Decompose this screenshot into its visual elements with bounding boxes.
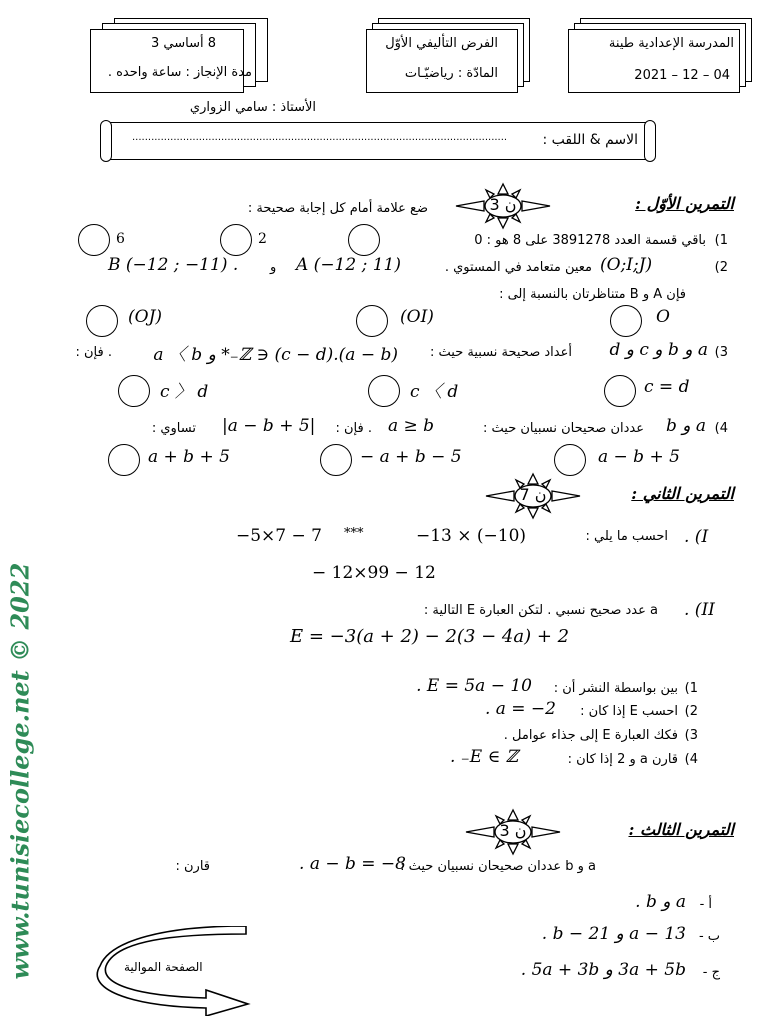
- q4-opt-3: a + b + 5: [148, 447, 230, 467]
- name-label: الاسم & اللقب :: [542, 132, 638, 148]
- q2-opt-oj: (OJ): [128, 307, 163, 327]
- ex1-title: التمرين الأوّل :: [635, 194, 734, 213]
- ex3-points: 3 ن: [499, 821, 527, 840]
- q2-point-a: A (−12 ; 11): [296, 255, 401, 275]
- name-dots: ......................................................................................................................: [132, 132, 508, 143]
- q3-then: . فإن :: [75, 345, 112, 360]
- ii-item-2-num: 2): [684, 704, 698, 719]
- ii-item-4-num: 4): [684, 752, 698, 767]
- part-i-label: I) .: [684, 527, 709, 547]
- q3-cond: (a − b).(c − d) ∈ ℤ₋* و a 〈 b: [153, 345, 398, 365]
- part-i-text: احسب ما يلي :: [585, 529, 668, 544]
- q1-opt-2: 2: [258, 231, 267, 247]
- class-level: 8 أساسي 3: [150, 36, 216, 51]
- next-page-arrow[interactable]: [96, 926, 256, 1016]
- q3-opt-lt: c 〈 d: [410, 382, 459, 402]
- ex3-item-b-label: ب -: [698, 929, 720, 944]
- q4-opt-1: a − b + 5: [598, 447, 680, 467]
- exam-card: [352, 18, 542, 98]
- q4-cond: a ≥ b: [388, 416, 435, 436]
- q2-basis: (O;I;J): [600, 255, 653, 275]
- q1-choice-6[interactable]: [78, 224, 110, 256]
- class-card: [88, 18, 268, 98]
- ex3-compare: قارن :: [175, 859, 210, 874]
- part-i-e1: −13 × (−10): [416, 526, 527, 546]
- name-banner: [100, 120, 656, 164]
- school-card: [566, 18, 756, 98]
- ex3-item-a-math: a و b .: [635, 892, 686, 912]
- ex3-item-c-math: 3a + 5b و 5a + 3b .: [520, 960, 686, 980]
- ex3-intro: a و b عددان صحيحان نسبيان حيث :: [400, 859, 596, 874]
- ii-item-4-math: E ∈ ℤ₋ .: [450, 747, 518, 767]
- q4-num: 4): [714, 421, 728, 436]
- ii-item-3-num: 3): [684, 728, 698, 743]
- part-i-e3: − 12×99 − 12: [312, 563, 436, 583]
- ex1-points-badge: [448, 180, 558, 230]
- q4-vars: a و b: [665, 416, 706, 436]
- ex3-item-b-math: a − 13 و b − 21 .: [541, 924, 686, 944]
- q1-choice-2[interactable]: [220, 224, 252, 256]
- ex3-item-a-label: أ -: [699, 897, 712, 912]
- q1-text: باقي قسمة العدد 3891278 على 8 هو : 0: [474, 233, 706, 248]
- q4-expr: |a − b + 5|: [222, 416, 316, 436]
- q1-choice-0[interactable]: [348, 224, 380, 256]
- q2-choice-o[interactable]: [610, 305, 642, 337]
- ex3-cond: a − b = −8 .: [299, 854, 406, 874]
- q4-text: عددان صحيحان نسبيان حيث :: [483, 421, 644, 436]
- exam-date: 2021 – 12 – 04: [634, 68, 730, 83]
- q1-opt-6: 6: [116, 231, 125, 247]
- q4-then: . فإن :: [335, 421, 372, 436]
- next-page-label: الصفحة الموالية: [124, 960, 203, 974]
- watermark: www.tunisiecollege.net © 2022: [5, 562, 35, 980]
- teacher-name: الأستاذ : سامي الزواري: [189, 100, 316, 115]
- ex2-points-badge: [478, 470, 588, 520]
- part-ii-expr: E = −3(a + 2) − 2(3 − 4a) + 2: [290, 626, 570, 647]
- ex3-title: التمرين الثالث :: [628, 820, 734, 839]
- q4-opt-2: − a + b − 5: [360, 447, 462, 467]
- ex1-instruction: ضع علامة أمام كل إجابة صحيحة :: [247, 201, 428, 216]
- q2-and: و: [270, 260, 277, 275]
- ii-item-1-text: بين بواسطة النشر أن :: [553, 681, 678, 696]
- q2-opt-o: O: [656, 307, 670, 327]
- q4-choice-2[interactable]: [320, 444, 352, 476]
- q3-opt-gt: c 〉 d: [160, 382, 209, 402]
- ex3-item-c-label: ج -: [702, 965, 720, 980]
- q2-opt-oi: (OI): [400, 307, 434, 327]
- q3-text: أعداد صحيحة نسبية حيث :: [430, 345, 572, 360]
- q4-equals: تساوي :: [151, 421, 196, 436]
- q3-num: 3): [714, 345, 728, 360]
- duration: مدة الإنجاز : ساعة واحده .: [107, 65, 252, 80]
- q2-choice-oj[interactable]: [86, 305, 118, 337]
- subject: المادّة : رياضيّـات: [404, 66, 498, 81]
- ex2-points: 7 ن: [519, 485, 547, 504]
- q3-choice-eq[interactable]: [604, 375, 636, 407]
- ii-item-2-math: a = −2 .: [484, 699, 556, 719]
- ii-item-1-num: 1): [684, 681, 698, 696]
- school-name: المدرسة الإعدادية طينة: [608, 36, 734, 51]
- q3-choice-lt[interactable]: [368, 375, 400, 407]
- q3-vars: a و b و c و d: [609, 340, 708, 360]
- q1-num: 1): [714, 233, 728, 248]
- ii-item-4-text: قارن a و 2 إذا كان :: [567, 752, 678, 767]
- part-i-e2: −5×7 − 7: [236, 526, 322, 546]
- q2-line2: فإن A و B متناظرتان بالنسبة إلى :: [499, 287, 686, 302]
- exam-title: الفرض التأليفي الأوّل: [385, 36, 498, 51]
- part-ii-label: II) .: [684, 600, 715, 620]
- ii-item-3-text: فكك العبارة E إلى جذاء عوامل .: [503, 728, 678, 743]
- ex3-points-badge: [458, 806, 568, 856]
- ex1-points: 3 ن: [489, 195, 517, 214]
- ii-item-1-math: E = 5a − 10 .: [416, 676, 532, 696]
- q3-opt-eq: c = d: [644, 377, 690, 397]
- q3-choice-gt[interactable]: [118, 375, 150, 407]
- ii-item-2-text: احسب E إذا كان :: [580, 704, 678, 719]
- q2-num: 2): [714, 260, 728, 275]
- q2-point-b: B (−12 ; −11) .: [108, 255, 239, 275]
- q2-text: معين متعامد في المستوي .: [444, 260, 592, 275]
- part-i-sep: ***: [344, 526, 364, 541]
- ex2-title: التمرين الثاني :: [631, 484, 734, 503]
- part-ii-text: a عدد صحيح نسبي . لتكن العبارة E التالية :: [423, 603, 658, 618]
- q4-choice-3[interactable]: [108, 444, 140, 476]
- q2-choice-oi[interactable]: [356, 305, 388, 337]
